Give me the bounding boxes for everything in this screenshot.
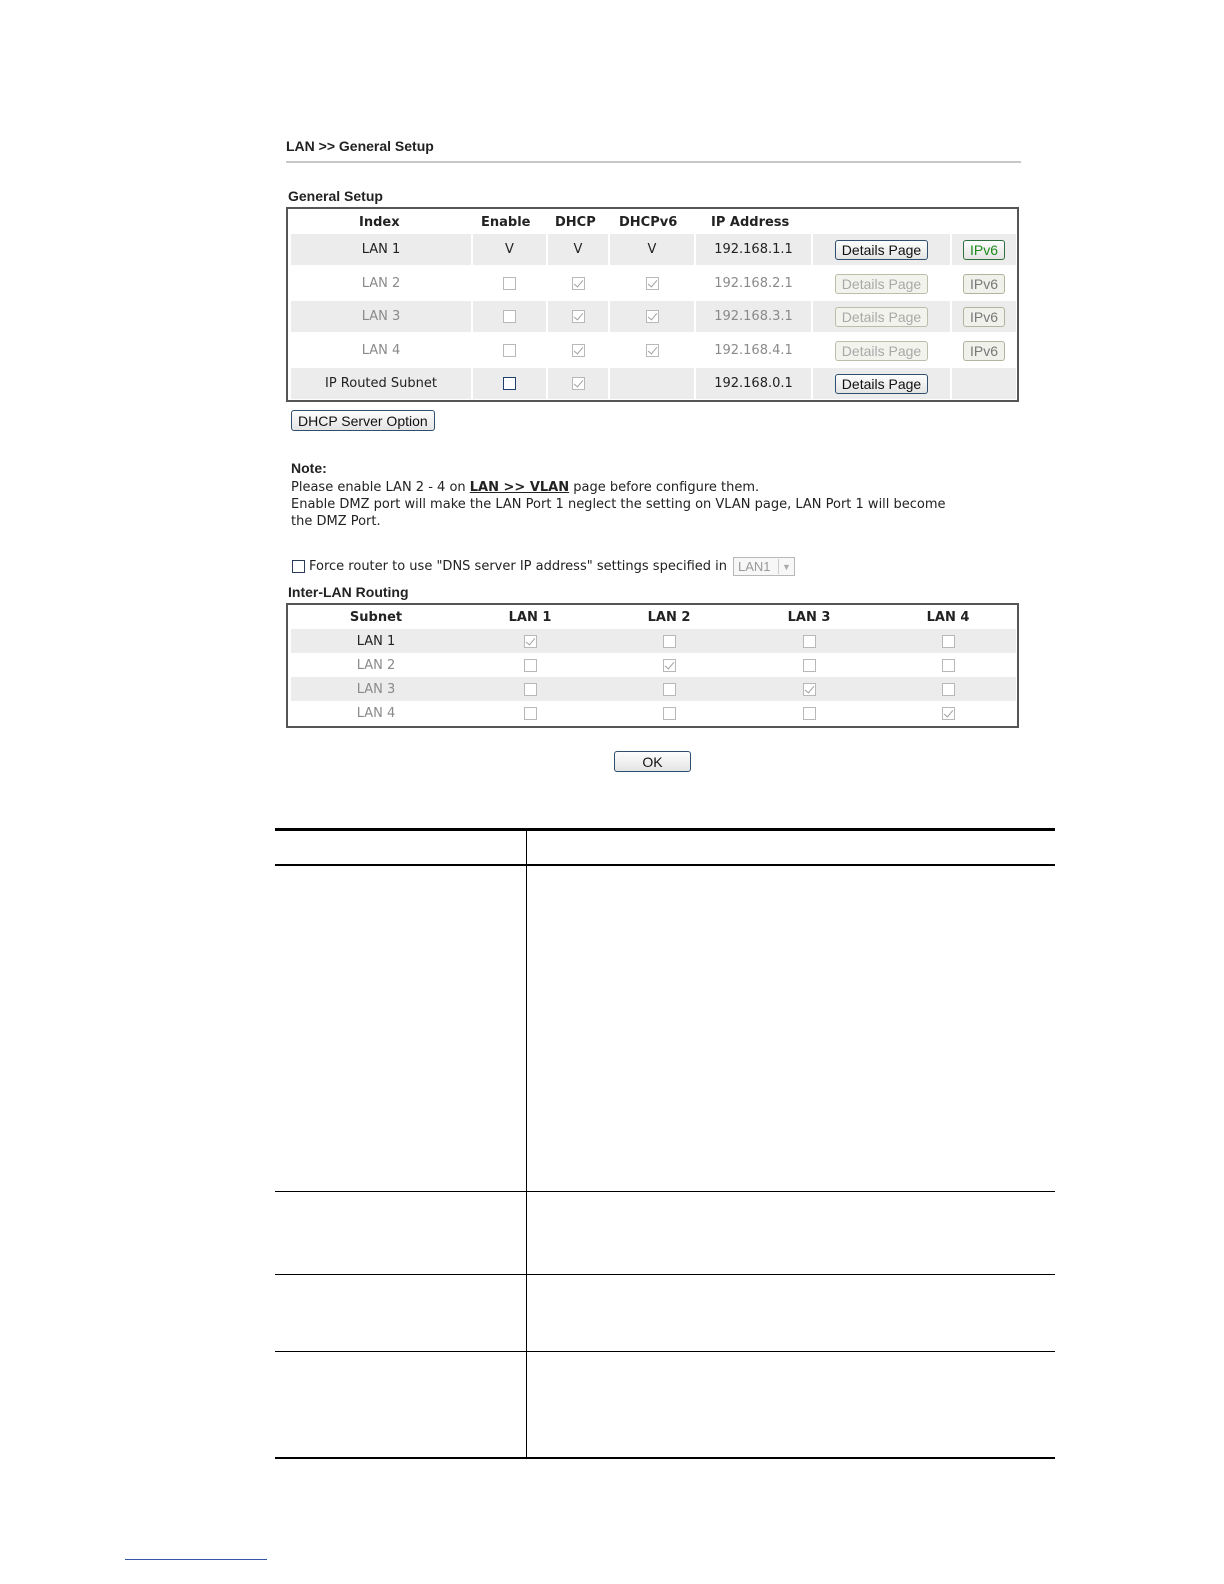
row-subnet: LAN 3 [356, 681, 396, 697]
enable-checkbox[interactable] [503, 377, 516, 390]
route-checkbox[interactable] [663, 683, 676, 696]
note-line-1 [291, 479, 759, 496]
details-page-button[interactable]: Details Page [835, 240, 928, 260]
desc-table-column-divider [526, 831, 527, 1458]
details-page-button[interactable]: Details Page [835, 274, 928, 294]
note-line-1-rest: page before configure them. [569, 480, 760, 495]
row-index: LAN 4 [361, 343, 401, 358]
table-row [291, 677, 1016, 701]
col-header-lan1: LAN 1 [508, 610, 552, 625]
row-ip-address: 192.168.4.1 [694, 335, 811, 366]
ipv6-button[interactable]: IPv6 [963, 240, 1005, 260]
row-subnet: LAN 4 [356, 705, 396, 721]
details-page-button[interactable]: Details Page [835, 307, 928, 327]
inter-lan-table [286, 603, 1019, 728]
row-dhcp: V [546, 234, 608, 265]
desc-table-top-border [275, 828, 1055, 831]
details-page-button[interactable]: Details Page [835, 374, 928, 394]
note-line-2: Enable DMZ port will make the LAN Port 1 neglect the setting on VLAN page, LAN Port 1 will become [291, 497, 946, 512]
route-checkbox[interactable] [803, 683, 816, 696]
lan-vlan-link[interactable]: LAN >> VLAN [469, 480, 570, 495]
desc-table-bottom-border [275, 1457, 1055, 1459]
route-checkbox[interactable] [663, 635, 676, 648]
dhcp-checkbox[interactable] [572, 310, 585, 323]
note-line-3: the DMZ Port. [291, 514, 381, 529]
dhcp-checkbox[interactable] [572, 277, 585, 290]
general-setup-title: General Setup [288, 188, 383, 204]
dhcp-checkbox[interactable] [572, 344, 585, 357]
table-row [291, 629, 1016, 653]
col-header-enable: Enable [481, 215, 531, 230]
ipv6-button[interactable]: IPv6 [963, 341, 1005, 361]
route-checkbox[interactable] [942, 683, 955, 696]
route-checkbox[interactable] [524, 659, 537, 672]
table-row [291, 368, 1016, 399]
col-header-subnet: Subnet [349, 610, 403, 625]
route-checkbox[interactable] [524, 707, 537, 720]
ok-button[interactable]: OK [614, 751, 691, 772]
ipv6-button[interactable]: IPv6 [963, 274, 1005, 294]
col-header-dhcpv6: DHCPv6 [619, 215, 678, 230]
force-dns-checkbox[interactable] [292, 560, 305, 573]
table-row [291, 301, 1016, 332]
breadcrumb: LAN >> General Setup [286, 138, 434, 154]
desc-table-row-divider [275, 1274, 1055, 1275]
row-index: IP Routed Subnet [324, 376, 437, 391]
table-row [291, 335, 1016, 366]
row-ip-address: 192.168.3.1 [694, 301, 811, 332]
enable-checkbox[interactable] [503, 344, 516, 357]
enable-checkbox[interactable] [503, 277, 516, 290]
row-dhcpv6: V [608, 234, 694, 265]
route-checkbox[interactable] [942, 707, 955, 720]
route-checkbox[interactable] [942, 635, 955, 648]
col-header-ip-address: IP Address [711, 215, 790, 230]
ipv6-empty-cell [950, 368, 1016, 399]
row-enable: V [471, 234, 546, 265]
note-title: Note: [291, 460, 327, 476]
col-header-lan2: LAN 2 [647, 610, 691, 625]
dhcp-server-option-button[interactable]: DHCP Server Option [291, 410, 435, 431]
row-index: LAN 1 [361, 242, 401, 257]
desc-table-row-divider [275, 1191, 1055, 1192]
table-row [291, 268, 1016, 299]
route-checkbox[interactable] [803, 707, 816, 720]
desc-table-header-divider [275, 864, 1055, 866]
chevron-down-icon: ▼ [778, 559, 794, 574]
row-ip-address: 192.168.2.1 [694, 268, 811, 299]
route-checkbox[interactable] [524, 683, 537, 696]
dhcp-checkbox[interactable] [572, 377, 585, 390]
route-checkbox[interactable] [524, 635, 537, 648]
details-page-button[interactable]: Details Page [835, 341, 928, 361]
dhcpv6-checkbox[interactable] [646, 310, 659, 323]
note-line-1-text: Please enable LAN 2 - 4 on [291, 480, 470, 495]
dhcpv6-checkbox[interactable] [646, 344, 659, 357]
col-header-dhcp: DHCP [555, 215, 596, 230]
enable-checkbox[interactable] [503, 310, 516, 323]
row-ip-address: 192.168.0.1 [694, 368, 811, 399]
general-setup-table [286, 207, 1019, 402]
row-ip-address: 192.168.1.1 [694, 234, 811, 265]
force-dns-label: Force router to use "DNS server IP address" settings specified in [309, 559, 728, 574]
table-row [291, 234, 1016, 265]
breadcrumb-divider [286, 161, 1021, 163]
table-row [291, 653, 1016, 677]
col-header-lan4: LAN 4 [926, 610, 970, 625]
dhcpv6-empty-cell [608, 368, 694, 399]
row-subnet: LAN 1 [356, 633, 396, 649]
inter-lan-title: Inter-LAN Routing [288, 584, 409, 600]
dns-lan-select-value: LAN1 [738, 559, 771, 574]
route-checkbox[interactable] [663, 707, 676, 720]
desc-table-row-divider [275, 1351, 1055, 1352]
route-checkbox[interactable] [803, 635, 816, 648]
ipv6-button[interactable]: IPv6 [963, 307, 1005, 327]
col-header-lan3: LAN 3 [787, 610, 831, 625]
row-subnet: LAN 2 [356, 657, 396, 673]
table-row [291, 701, 1016, 725]
row-index: LAN 2 [361, 276, 401, 291]
route-checkbox[interactable] [663, 659, 676, 672]
dns-lan-select[interactable] [733, 557, 795, 576]
dhcpv6-checkbox[interactable] [646, 277, 659, 290]
col-header-index: Index [359, 215, 400, 230]
force-dns-row [292, 557, 795, 576]
footnote-rule [125, 1559, 267, 1560]
route-checkbox[interactable] [942, 659, 955, 672]
route-checkbox[interactable] [803, 659, 816, 672]
row-index: LAN 3 [361, 309, 401, 324]
